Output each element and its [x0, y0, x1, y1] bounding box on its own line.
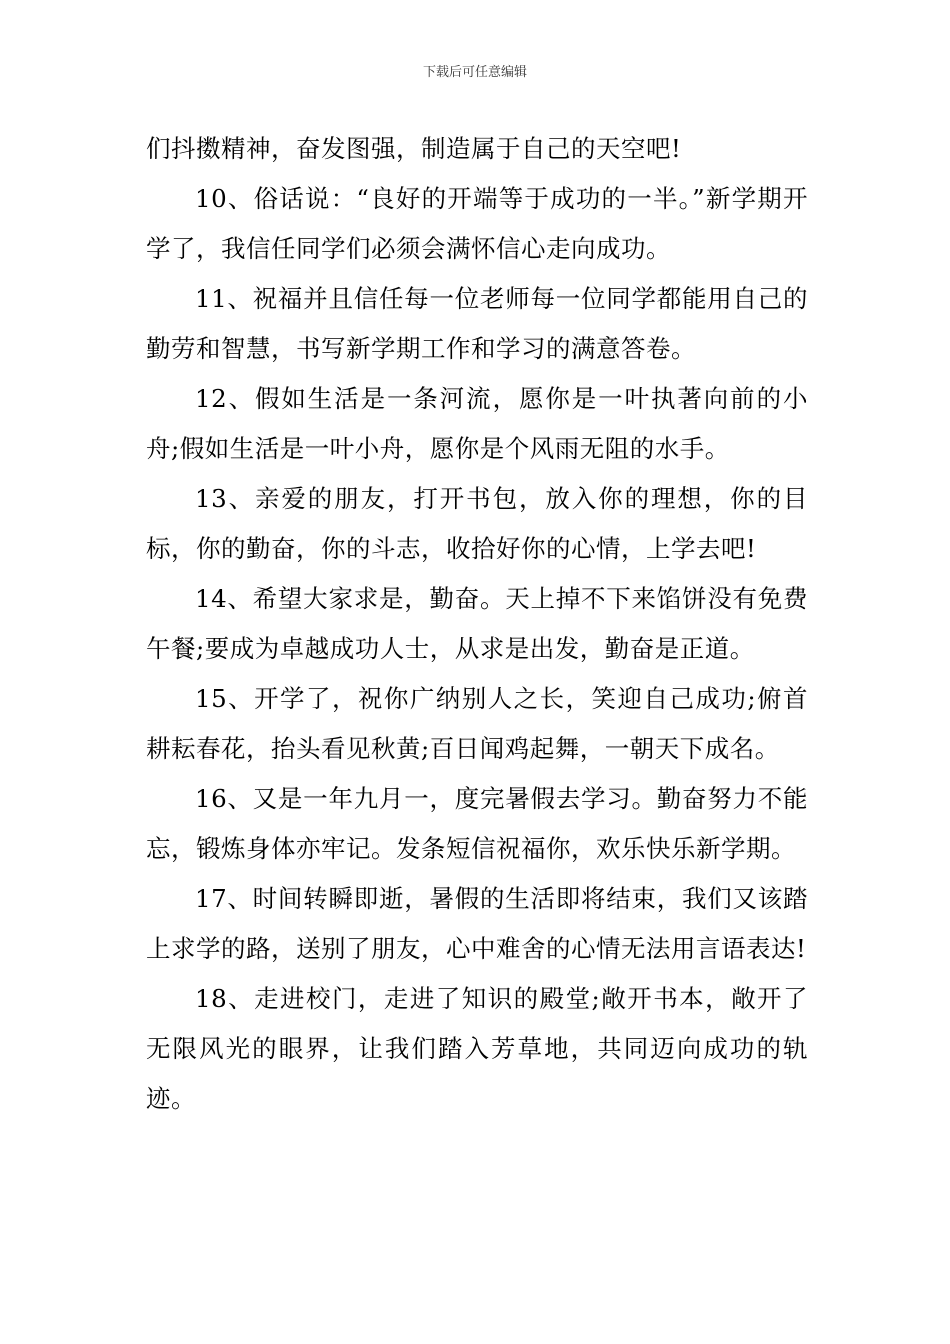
paragraph-11: 11、祝福并且信任每一位老师每一位同学都能用自己的勤劳和智慧，书写新学期工作和学习的满意答卷。 — [146, 284, 808, 363]
page-header: 下载后可任意编辑 — [422, 65, 527, 80]
paragraph-17: 17、时间转瞬即逝，暑假的生活即将结束，我们又该踏上求学的路，送别了朋友，心中难舍的心情无法用言语表达! — [146, 884, 808, 963]
paragraph-15: 15、开学了，祝你广纳别人之长，笑迎自己成功;俯首耕耘春花，抬头看见秋黄;百日闻鸡起舞，一朝天下成名。 — [146, 684, 808, 763]
paragraph-14: 14、希望大家求是，勤奋。天上掉不下来馅饼没有免费午餐;要成为卓越成功人士，从求是出发，勤奋是正道。 — [146, 584, 808, 663]
paragraph-12: 12、假如生活是一条河流，愿你是一叶执著向前的小舟;假如生活是一叶小舟，愿你是个风雨无阻的水手。 — [146, 384, 808, 463]
document-body — [146, 124, 808, 1124]
paragraph-10: 10、俗话说：“良好的开端等于成功的一半。”新学期开学了，我信任同学们必须会满怀信心走向成功。 — [146, 184, 808, 263]
paragraph-13: 13、亲爱的朋友，打开书包，放入你的理想，你的目标，你的勤奋，你的斗志，收拾好你的心情，上学去吧! — [146, 484, 808, 563]
paragraph-continued: 们抖擞精神，奋发图强，制造属于自己的天空吧! — [146, 134, 682, 163]
paragraph-18: 18、走进校门，走进了知识的殿堂;敞开书本，敞开了无限风光的眼界，让我们踏入芳草地，共同迈向成功的轨迹。 — [146, 984, 808, 1113]
paragraph-16: 16、又是一年九月一，度完暑假去学习。勤奋努力不能忘，锻炼身体亦牢记。发条短信祝福你，欢乐快乐新学期。 — [146, 784, 808, 863]
